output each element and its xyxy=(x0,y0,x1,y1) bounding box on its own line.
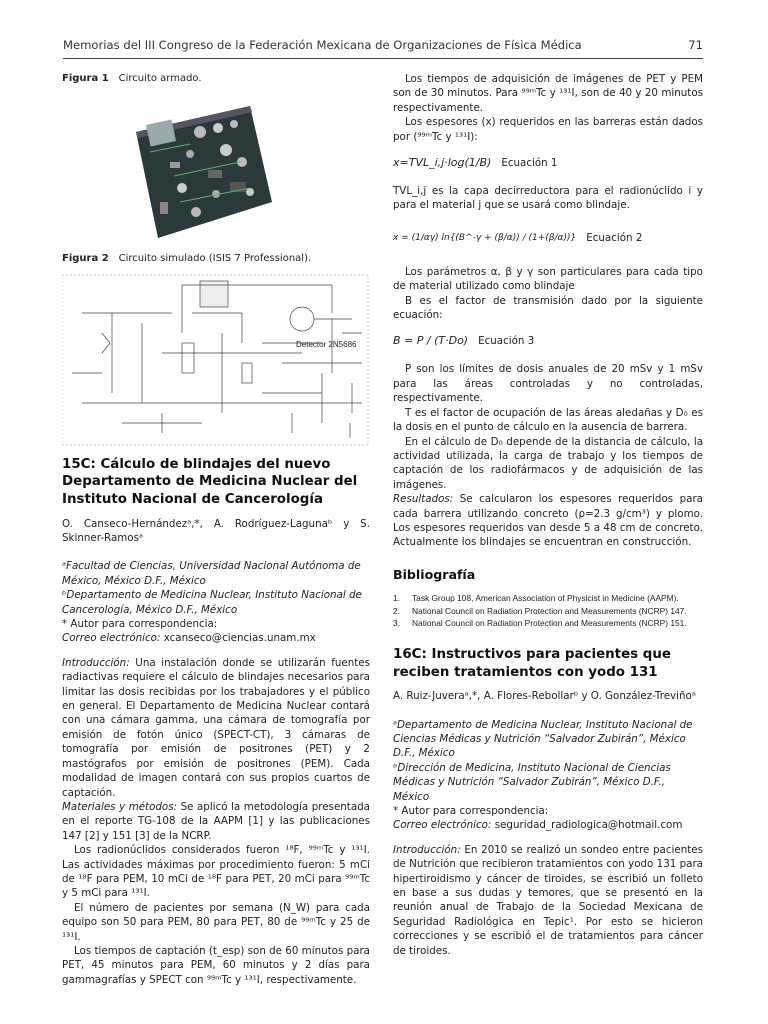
running-header xyxy=(63,38,703,52)
email-address[interactable]: xcanseco@ciencias.unam.mx xyxy=(160,632,316,645)
circuit-board-photo xyxy=(130,92,276,244)
uptake-paragraph: Los tiempos de captación (t_esp) son de 60 minutos para PET, 45 minutos para PEM, 60 minutos y 2 días para gammagrafías y SPECT con ⁹⁹ᵐTc y ¹³¹I, respectivamente. xyxy=(62,944,370,986)
bibliography-heading: Bibliografía xyxy=(393,566,476,582)
article-16c-authors: A. Ruiz-Juveraᵃ,*, A. Flores-Rebollarᵇ y O. González-Treviñoᵃ xyxy=(393,690,696,703)
affiliation-b: ᵇDirección de Medicina, Instituto Nacional de Ciencias Médicas y Nutrición “Salvador Zubirán”, México D.F., México xyxy=(393,761,671,803)
occupancy-paragraph: T es el factor de ocupación de las áreas aledañas y D₀ es la dosis en el punto de cálculo en la ausencia de barrera. xyxy=(393,406,703,434)
acquisition-paragraph: Los tiempos de adquisición de imágenes de PET y PEM son de 30 minutos. Para ⁹⁹ᵐTc y ¹³¹I, son de 40 y 20 minutos respectivamente. xyxy=(393,73,703,114)
journal-title: Memorias del III Congreso de la Federación Mexicana de Organizaciones de Física Médica xyxy=(63,38,582,52)
results-text: Se calcularon los espesores requeridos para cada barrera utilizando concreto (ρ=2.3 g/cm³) y plomo. Los espesores requeridos van desde 5 a 48 cm de concreto. Actualmente los blindajes se encuentran en construcción. xyxy=(393,493,703,549)
left-column xyxy=(62,72,370,987)
figure-1-caption xyxy=(62,72,370,86)
affiliation-b: ᵇDepartamento de Medicina Nuclear, Instituto Nacional de Cancerología, México D.F., México xyxy=(62,589,362,616)
circuit-schematic xyxy=(62,273,370,448)
intro-text: En 2010 se realizó un sondeo entre pacientes de Nutrición que recibieron tratamientos con yodo 131 para hipertiroidismo y cáncer de tiroides, se escribió un folleto en base a sus dudas y temores, que se presentó en la reunión anual de Trabajo de la Sociedad Mexicana de Seguridad Radiológica en Tepic¹. Por esto se hicieron correcciones y se escribió el de tratamientos para cáncer de tiroides. xyxy=(393,843,703,957)
intro-label: Introducción: xyxy=(393,843,461,856)
right-column xyxy=(393,72,703,958)
figure-2-caption xyxy=(62,252,370,266)
equation-1 xyxy=(393,152,703,174)
parameters-paragraph: Los parámetros α, β y γ son particulares para cada tipo de material utilizado como blindaje xyxy=(393,265,703,293)
intro-label: Introducción: xyxy=(62,656,130,669)
bibliography-list xyxy=(393,592,703,630)
equation-2-label: Ecuación 2 xyxy=(586,231,643,244)
equation-2-formula: x = (1/αγ) ln{(B^-γ + (β/α)) / (1+(β/α))} xyxy=(393,232,577,243)
transmission-paragraph: B es el factor de transmisión dado por la siguiente ecuación: xyxy=(393,294,703,322)
article-16c-title: 16C: Instructivos para pacientes que reciben tratamientos con yodo 131 xyxy=(393,646,671,680)
page-number: 71 xyxy=(688,38,703,52)
intro-paragraph xyxy=(393,843,703,958)
corresponding-author: * Autor para correspondencia: xyxy=(393,804,549,817)
figure-2-text: Circuito simulado (ISIS 7 Professional). xyxy=(118,253,312,265)
equation-3 xyxy=(393,330,703,352)
d0-paragraph: En el cálculo de D₀ depende de la distancia de cálculo, la actividad utilizada, la carga de trabajo y los tiempos de captación de los radiofármacos y de adquisición de las imágenes. xyxy=(393,435,703,491)
dose-limits-paragraph: P son los límites de dosis anuales de 20 mSv y 1 mSv para las áreas controladas y no controladas, respectivamente. xyxy=(393,363,703,405)
equation-1-label: Ecuación 1 xyxy=(501,156,558,169)
affiliation-a: ᵃDepartamento de Medicina Nuclear, Instituto Nacional de Ciencias Médicas y Nutrición “Salvador Zubirán”, México D.F., México xyxy=(393,718,693,760)
article-16c-affiliations xyxy=(393,718,703,833)
radionuclides-paragraph: Los radionúclidos considerados fueron ¹⁸F, ⁹⁹ᵐTc y ¹³¹I. Las actividades máximas por procedimiento fueron: 5 mCi de ¹⁸F para PEM, 10 mCi de ¹⁸F para PET, 20 mCi para ⁹⁹ᵐTc y 5 mCi para ¹³¹I. xyxy=(62,844,370,900)
equation-2 xyxy=(393,221,703,255)
article-15c-affiliations xyxy=(62,559,370,645)
article-15c-authors: O. Canseco-Hernándezᵃ,*, A. Rodríguez-Lagunaᵇ y S. Skinner-Ramosᵃ xyxy=(62,517,370,544)
detector-label: Detector 2N5686 xyxy=(296,339,357,349)
email-address[interactable]: seguridad_radiologica@hotmail.com xyxy=(491,819,683,832)
intro-paragraph xyxy=(62,656,370,800)
reference-item: 2. National Council on Radiation Protection and Measurements (NCRP) 147. xyxy=(393,605,687,616)
patients-paragraph: El número de pacientes por semana (N_W) para cada equipo son 50 para PEM, 80 para PET, 80 de ⁹⁹ᵐTc y 25 de ¹³¹I. xyxy=(62,901,370,943)
results-label: Resultados: xyxy=(393,493,454,506)
reference-item: 1. Task Group 108, American Association of Physicist in Medicine (AAPM). xyxy=(393,593,679,604)
article-15c-title: 15C: Cálculo de blindajes del nuevo Departamento de Medicina Nuclear del Instituto Nacional de Cancerología xyxy=(62,456,358,507)
figure-2-label: Figura 2 xyxy=(62,253,109,265)
equation-1-formula: x=TVL_i,j·log(1/B) xyxy=(393,155,492,169)
methods-label: Materiales y métodos: xyxy=(62,800,178,813)
equation-3-label: Ecuación 3 xyxy=(478,335,535,348)
figure-1-label: Figura 1 xyxy=(62,73,109,84)
results-paragraph xyxy=(393,492,703,550)
intro-text: Una instalación donde se utilizarán fuentes radiactivas requiere el cálculo de blindajes necesarios para limitar las dosis recibidas por los trabajadores y el público en general. El Departamento de Medicina Nuclear contará con una cámara gamma, una cámara de tomografía por emisión de fotón único (SPECT-CT), 3 cámaras de tomografía por emisión de positrones (PET) y 2 mastógrafos por emisión de positrones (PEM). Cada modalidad de imagen contará con sus propios cuartos de captación. xyxy=(62,656,370,799)
header-rule xyxy=(63,58,703,59)
figure-1-text: Circuito armado. xyxy=(118,73,202,84)
email-label: Correo electrónico: xyxy=(393,819,492,832)
thickness-paragraph: Los espesores (x) requeridos en las barreras están dados por (⁹⁹ᵐTc y ¹³¹I): xyxy=(393,116,703,143)
equation-3-formula: B = P / (T·Do) xyxy=(393,334,469,348)
methods-paragraph xyxy=(62,800,370,843)
corresponding-author: * Autor para correspondencia: xyxy=(62,618,218,631)
email-label: Correo electrónico: xyxy=(62,632,161,645)
methods-text: Se aplicó la metodología presentada en el reporte TG-108 de la AAPM [1] y las publicaciones 147 [2] y 151 [3] de la NCRP. xyxy=(62,800,370,842)
reference-item: 3. National Council on Radiation Protection and Measurements (NCRP) 151. xyxy=(393,618,687,629)
affiliation-a: ᵃFacultad de Ciencias, Universidad Nacional Autónoma de México, México D.F., México xyxy=(62,560,361,587)
tvl-paragraph: TVL_i,j es la capa decirreductora para el radionúclido i y para el material j que se usará como blindaje. xyxy=(393,185,703,212)
